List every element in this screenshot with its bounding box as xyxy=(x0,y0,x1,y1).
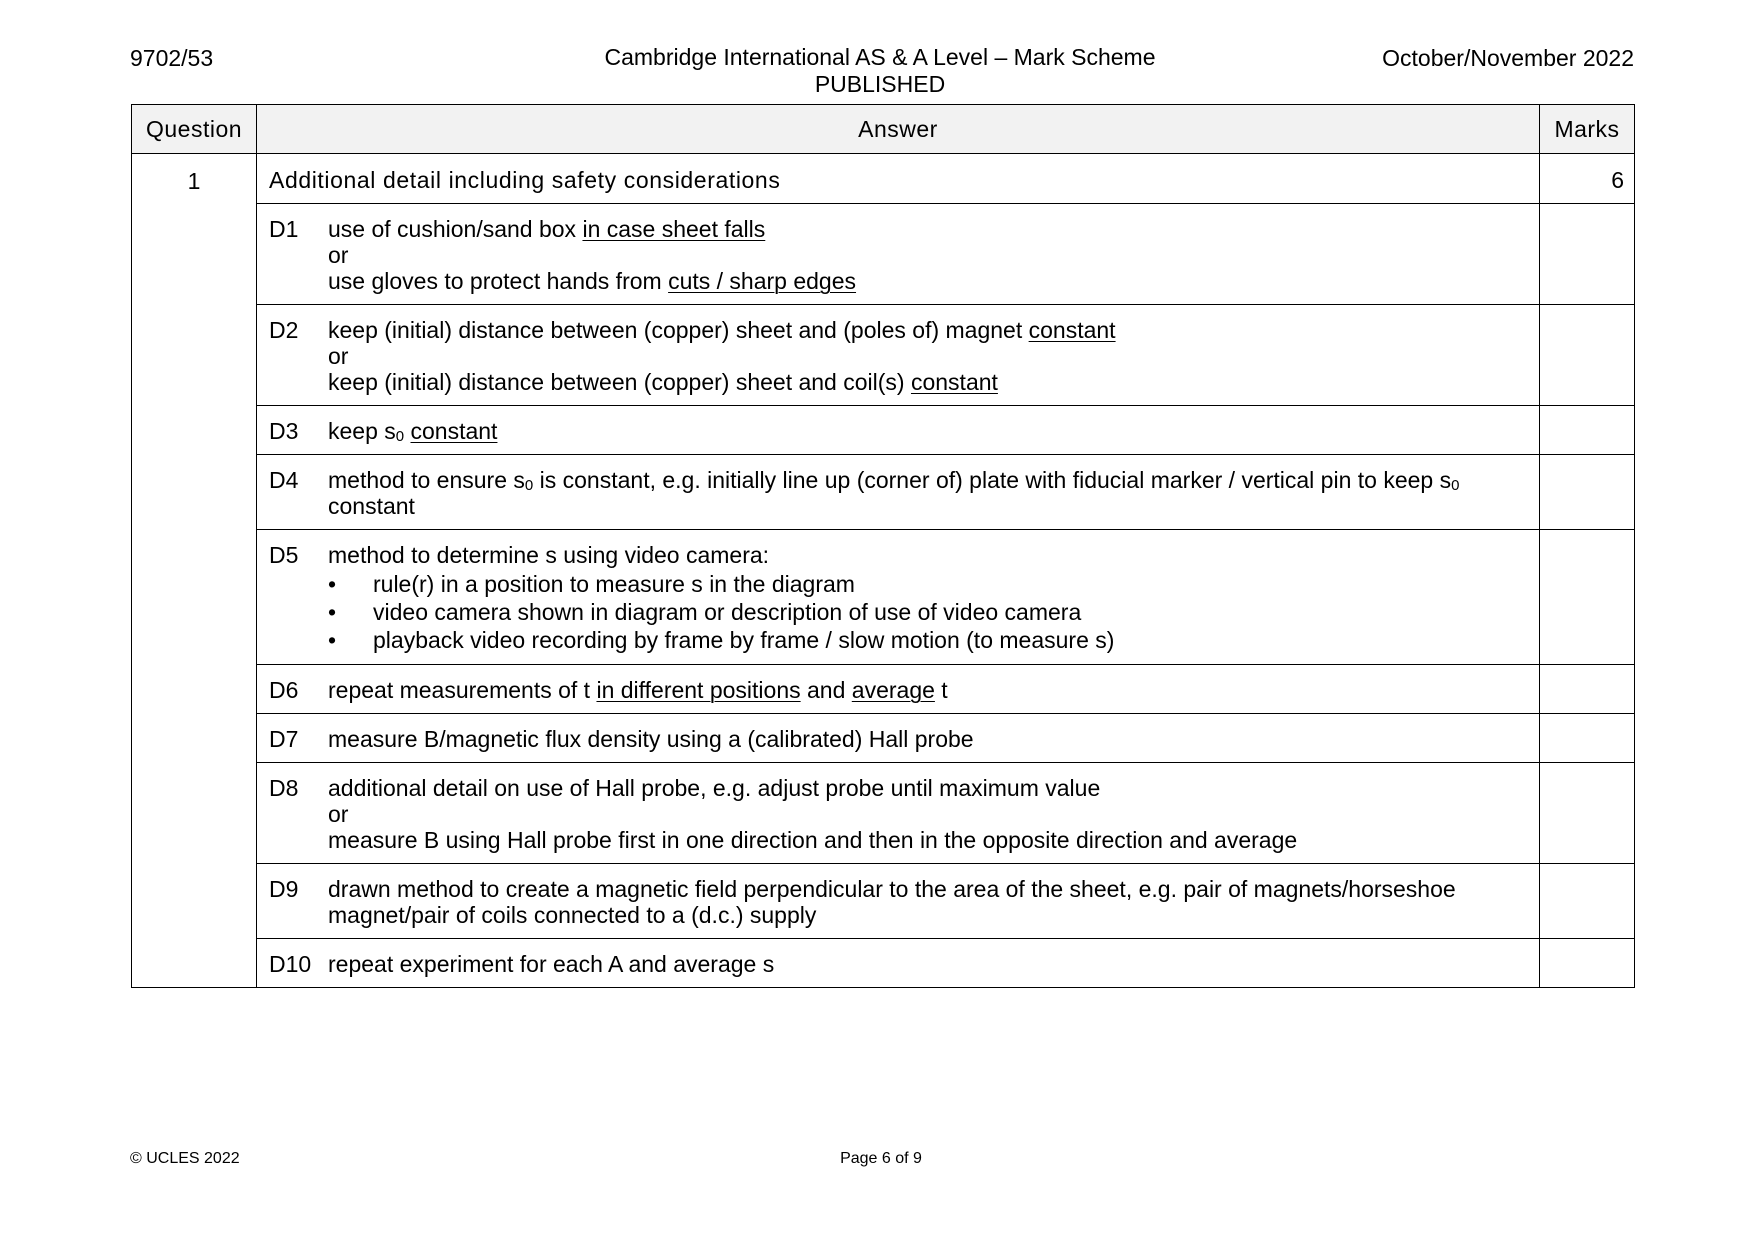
list-item: • video camera shown in diagram or description of use of video camera xyxy=(328,598,1527,626)
underlined-text: in different positions xyxy=(596,677,801,703)
point-text: is constant, e.g. initially line up (corner of) plate with fiducial marker / vertical pin to keep s xyxy=(533,467,1452,493)
point-code: D8 xyxy=(269,775,299,801)
table-row xyxy=(132,939,1635,988)
or-text: or xyxy=(328,343,349,369)
answer-d4 xyxy=(257,455,1540,530)
answer-d7 xyxy=(257,714,1540,763)
subscript: 0 xyxy=(395,428,405,445)
point-code: D2 xyxy=(269,317,299,343)
answer-d5 xyxy=(257,530,1540,665)
point-text: method to determine s using video camera: xyxy=(328,542,770,568)
point-code: D4 xyxy=(269,467,299,493)
point-text: drawn method to create a magnetic field perpendicular to the area of the sheet, e.g. pair of magnets/horseshoe xyxy=(328,876,1456,902)
answer-d9 xyxy=(257,864,1540,939)
point-text: repeat measurements of t xyxy=(328,677,597,703)
point-text: measure B/magnetic flux density using a (calibrated) Hall probe xyxy=(328,726,974,752)
table-row xyxy=(132,530,1635,665)
point-code: D5 xyxy=(269,542,299,568)
point-text: constant xyxy=(328,493,415,519)
marks-cell xyxy=(1540,714,1635,763)
table-row xyxy=(132,305,1635,406)
marks-cell xyxy=(1540,204,1635,305)
marks-cell xyxy=(1540,864,1635,939)
table-row xyxy=(132,864,1635,939)
or-text: or xyxy=(328,242,349,268)
table-row xyxy=(132,714,1635,763)
table-row xyxy=(132,406,1635,455)
marks-value: 6 xyxy=(1540,154,1635,204)
point-text: and xyxy=(800,677,852,703)
answer-d6 xyxy=(257,665,1540,714)
answer-d10 xyxy=(257,939,1540,988)
bullet-list xyxy=(328,570,1527,654)
title-line: Cambridge International AS & A Level – Mark Scheme xyxy=(604,44,1156,70)
question-number: 1 xyxy=(132,154,257,988)
underlined-text: in case sheet falls xyxy=(582,216,766,242)
point-text: magnet/pair of coils connected to a (d.c.) supply xyxy=(328,902,817,928)
point-code: D6 xyxy=(269,677,299,703)
marks-cell xyxy=(1540,939,1635,988)
underlined-text: constant xyxy=(910,369,998,395)
subtitle-line: PUBLISHED xyxy=(814,71,946,97)
marks-cell xyxy=(1540,763,1635,864)
subscript: 0 xyxy=(524,477,534,494)
point-text: keep (initial) distance between (copper) sheet and (poles of) magnet xyxy=(328,317,1029,343)
answer-d3 xyxy=(257,406,1540,455)
answer-intro: Additional detail including safety considerations xyxy=(257,154,1540,204)
point-text: keep s xyxy=(328,418,396,444)
point-text: t xyxy=(934,677,948,703)
marks-header: Marks xyxy=(1540,105,1635,154)
underlined-text: cuts / sharp edges xyxy=(668,268,857,294)
table-row xyxy=(132,154,1635,204)
point-text: keep (initial) distance between (copper) sheet and coil(s) xyxy=(328,369,911,395)
table-row xyxy=(132,204,1635,305)
point-code: D10 xyxy=(269,951,312,977)
marks-cell xyxy=(1540,305,1635,406)
marks-cell xyxy=(1540,406,1635,455)
question-header: Question xyxy=(132,105,257,154)
underlined-text: average xyxy=(851,677,935,703)
answer-d2 xyxy=(257,305,1540,406)
list-item: • playback video recording by frame by frame / slow motion (to measure s) xyxy=(328,626,1527,654)
copyright-notice: © UCLES 2022 xyxy=(130,1150,240,1167)
point-text: use gloves to protect hands from xyxy=(328,268,669,294)
answer-header: Answer xyxy=(257,105,1540,154)
underlined-text: constant xyxy=(410,418,498,444)
point-text: repeat experiment for each A and average s xyxy=(328,951,775,977)
point-text: measure B using Hall probe first in one direction and then in the opposite direction and average xyxy=(328,827,1298,853)
point-text: method to ensure s xyxy=(328,467,525,493)
point-text: additional detail on use of Hall probe, e.g. adjust probe until maximum value xyxy=(328,775,1101,801)
marks-cell xyxy=(1540,665,1635,714)
marks-cell xyxy=(1540,455,1635,530)
marks-cell xyxy=(1540,530,1635,665)
paper-code: 9702/53 xyxy=(130,45,214,71)
table-row xyxy=(132,763,1635,864)
point-code: D3 xyxy=(269,418,299,444)
point-code: D1 xyxy=(269,216,299,242)
table-header-row xyxy=(132,105,1635,154)
page-number: Page 6 of 9 xyxy=(840,1150,922,1167)
mark-scheme-table xyxy=(131,104,1635,988)
exam-session: October/November 2022 xyxy=(1382,45,1634,71)
or-text: or xyxy=(328,801,349,827)
list-item: • rule(r) in a position to measure s in the diagram xyxy=(328,570,1527,598)
subscript: 0 xyxy=(1451,477,1460,494)
underlined-text: constant xyxy=(1028,317,1116,343)
point-code: D7 xyxy=(269,726,299,752)
point-text: use of cushion/sand box xyxy=(328,216,583,242)
point-code: D9 xyxy=(269,876,299,902)
table-row xyxy=(132,665,1635,714)
answer-d1 xyxy=(257,204,1540,305)
table-row xyxy=(132,455,1635,530)
answer-d8 xyxy=(257,763,1540,864)
